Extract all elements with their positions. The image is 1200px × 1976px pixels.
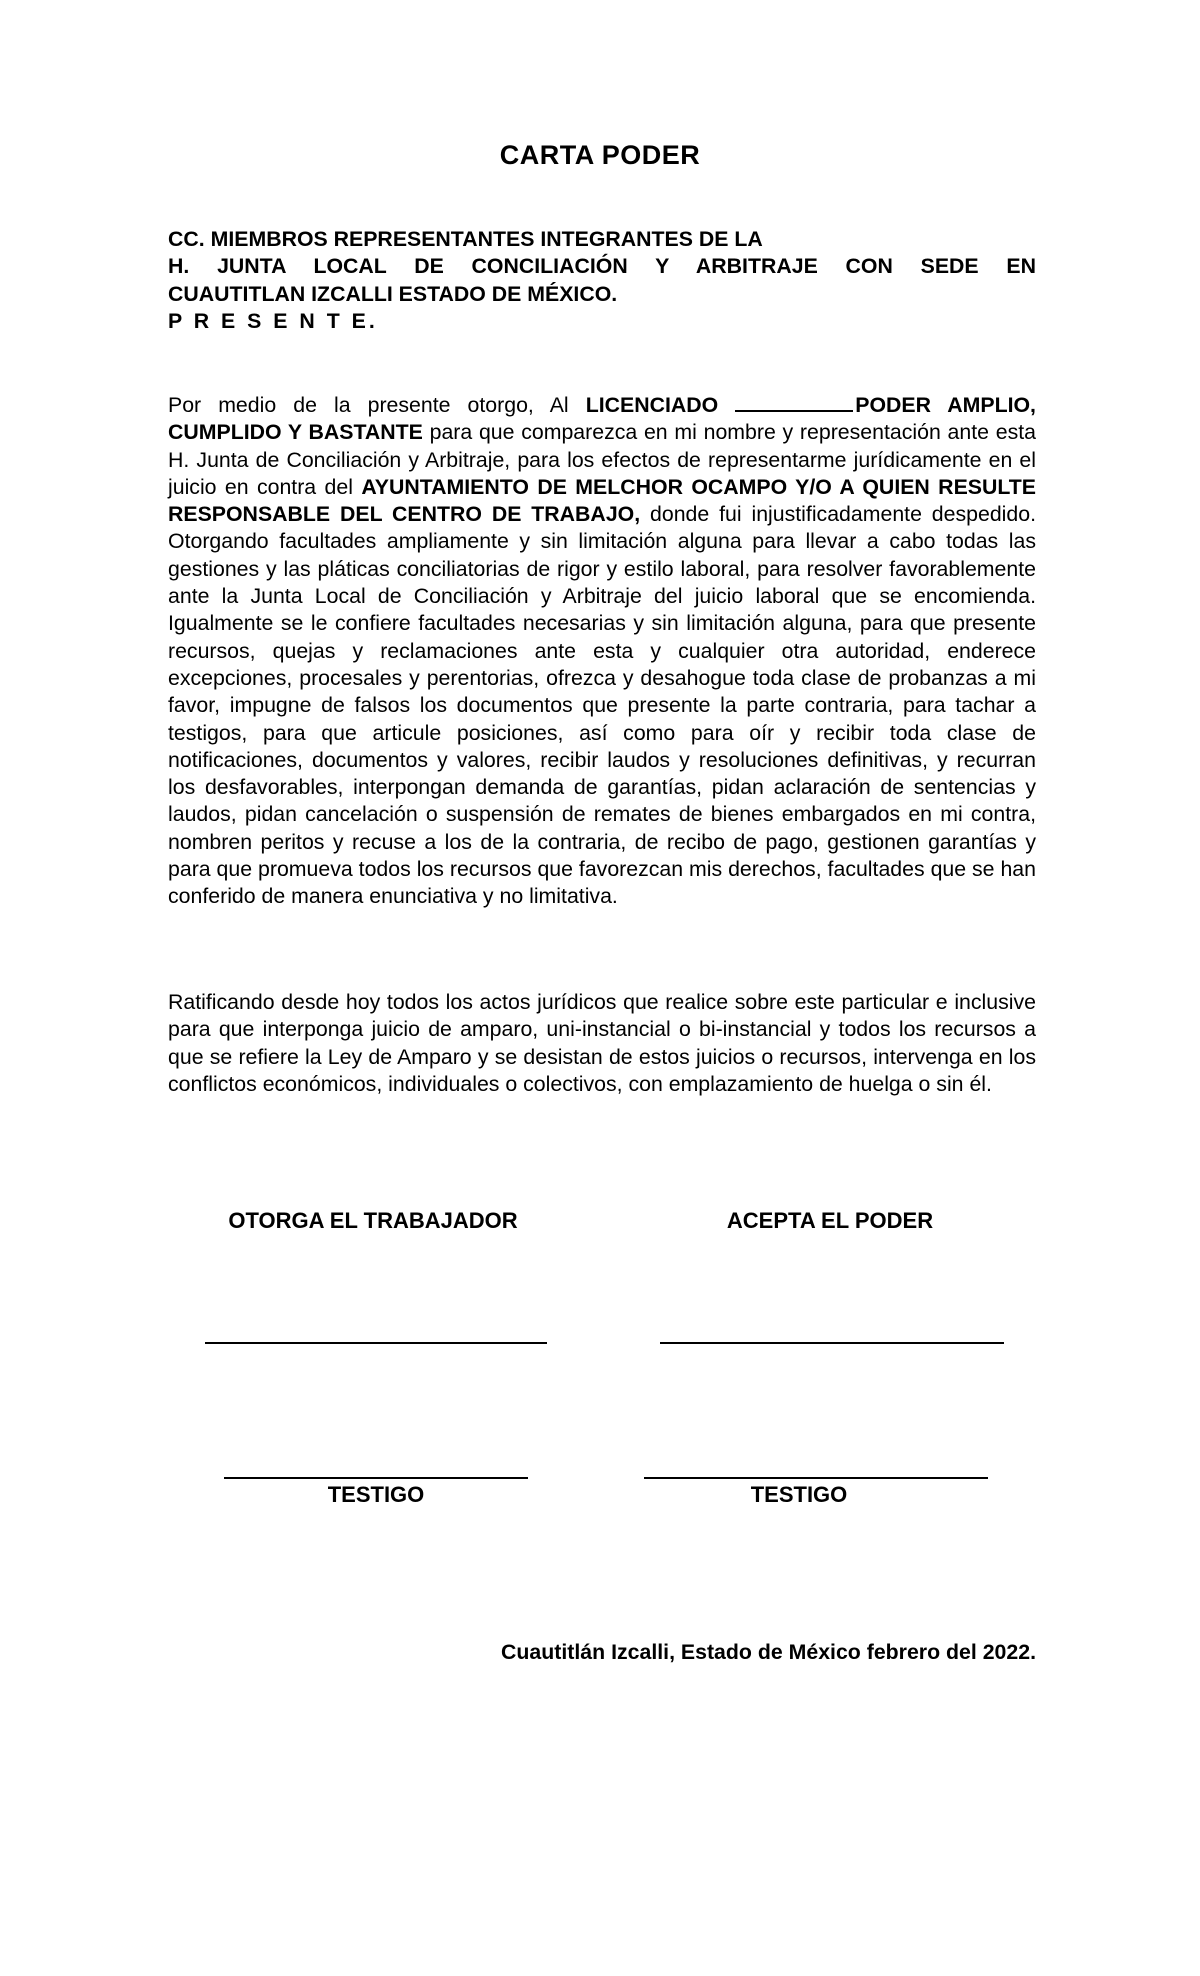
p1-rest: donde fui injustificadamente despedido. Otorgando facultades ampliamente y sin limitación alguna para llevar a cabo todas las gestiones y las pláticas conciliatorias de rigor y estilo laboral, para resolver favorablemente ante la Junta Local de Conciliación y Arbitraje del juicio laboral que se encomienda. Igualmente se le confiere facultades necesarias y sin limitación alguna, para que presente recursos, quejas y reclamaciones ante esta y cualquier otra autoridad, enderece excepciones, procesales y perentorias, ofrezca y desahogue toda clase de probanzas a mi favor, impugne de falsos los documentos que presente la parte contraria, para tachar a testigos, para que articule posiciones, así como para oír y recibir toda clase de notificaciones, documentos y valores, recibir laudos y resoluciones definitivas, y recurran los desfavorables, interpongan demanda de garantías, pidan aclaración de sentencias y laudos, pidan cancelación o suspensión de remates de bienes embargados en mi contra, nombren peritos y recuse a los de la contraria, de recibo de pago, gestionen garantías y para que promueva todos los recursos que favorezcan mis derechos, facultades que se han conferido de manera enunciativa y no limitativa. xyxy=(168,502,1037,909)
witness-label-right: TESTIGO xyxy=(750,1482,848,1507)
place-date-footer: Cuautitlán Izcalli, Estado de México febrero del 2022. xyxy=(501,1640,1036,1664)
signature-line-witness-right xyxy=(644,1477,988,1479)
addressee-line-2: H. JUNTA LOCAL DE CONCILIACIÓN Y ARBITRAJE CON SEDE EN xyxy=(168,254,1036,279)
signature-label-acepta: ACEPTA EL PODER xyxy=(726,1208,934,1233)
body-paragraph-2: Ratificando desde hoy todos los actos jurídicos que realice sobre este particular e inclusive para que interponga juicio de amparo, uni-instancial o bi-instancial y todos los recursos a que se refiere la Ley de Amparo y se desistan de estos juicios o recursos, intervenga en los conflictos económicos, individuales o colectivos, con emplazamiento de huelga o sin él. xyxy=(168,990,1036,1096)
witness-label-left: TESTIGO xyxy=(327,1482,425,1507)
p1-middle: para que comparezca en mi nombre y representación ante esta H. Junta de Conciliación y Arbitraje, para los efectos de representarme jurídicamente en el juicio en contra del xyxy=(168,420,1036,499)
addressee-presente: P R E S E N T E. xyxy=(168,308,378,333)
p1-intro: Por medio de la presente otorgo, Al xyxy=(168,393,586,417)
signature-label-otorga: OTORGA EL TRABAJADOR xyxy=(228,1208,518,1233)
body-paragraph-1 xyxy=(168,390,1036,911)
addressee-block xyxy=(168,226,1036,335)
signature-line-witness-left xyxy=(224,1477,528,1479)
attorney-name-blank xyxy=(735,390,853,412)
addressee-line-1: CC. MIEMBROS REPRESENTANTES INTEGRANTES DE LA xyxy=(168,227,763,251)
document-title: CARTA PODER xyxy=(499,140,701,170)
signature-line-acepta xyxy=(660,1342,1004,1344)
p1-ayuntamiento: AYUNTAMIENTO DE MELCHOR OCAMPO Y/O A QUIEN RESULTE RESPONSABLE DEL CENTRO DE TRABAJO, xyxy=(168,474,1036,527)
signature-line-otorga xyxy=(205,1342,547,1344)
p1-licenciado: LICENCIADO xyxy=(585,393,736,417)
addressee-line-3: CUAUTITLAN IZCALLI ESTADO DE MÉXICO. xyxy=(168,281,618,306)
p1-poder: PODER AMPLIO, CUMPLIDO Y BASTANTE xyxy=(168,393,1036,445)
